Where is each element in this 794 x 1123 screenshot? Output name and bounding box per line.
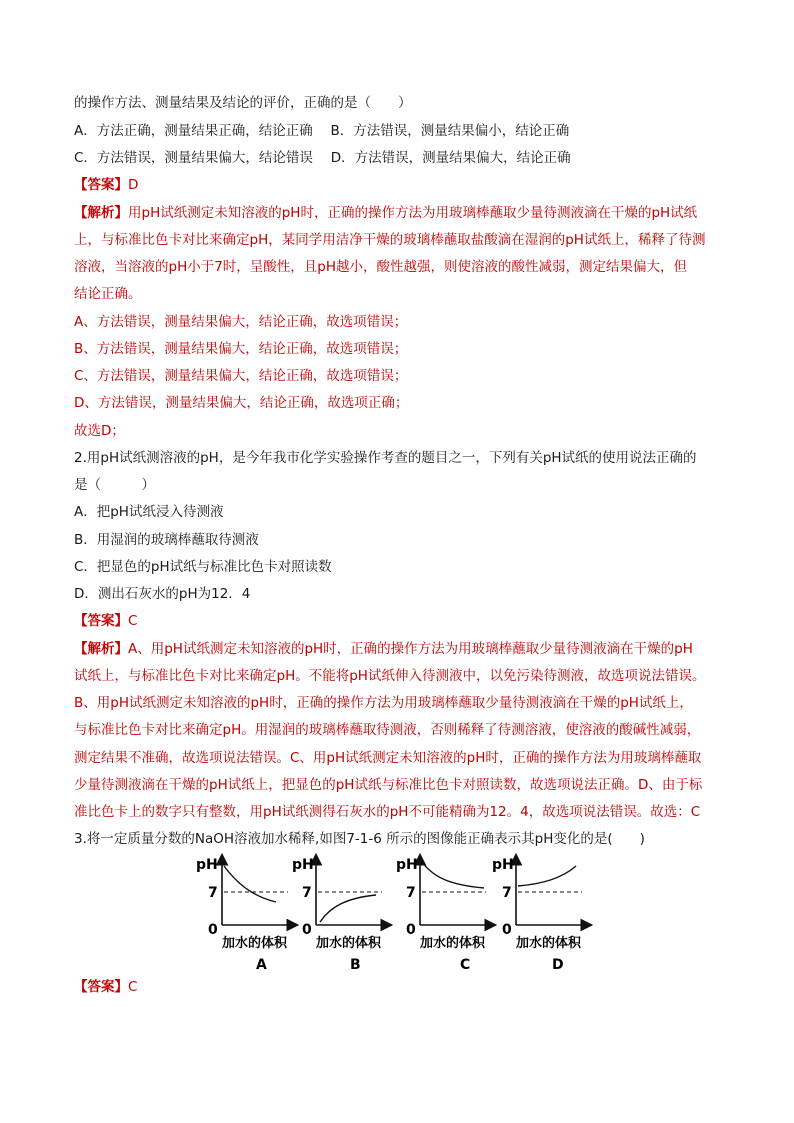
- analysis-1-option-a: A、方法错误，测量结果偏大，结论正确，故选项错误；: [74, 314, 408, 330]
- analysis-2-line-4: 与标准比色卡对比来确定pH。用湿润的玻璃棒蘸取待测液，否则稀释了待测溶液，使溶液的酸碱性减弱，: [74, 722, 701, 738]
- analysis-2-line-6: 少量待测液滴在干燥的pH试纸上，把显色的pH试纸与标准比色卡对照读数，故选项说法正确。D、由于标: [74, 777, 703, 793]
- graph-c-zero: 0: [406, 922, 416, 938]
- analysis-1-line-4: 结论正确。: [74, 286, 142, 302]
- question-2-option-d: D．测出石灰水的pH为12．4: [74, 586, 251, 602]
- analysis-1-line-2: 上，与标准比色卡对比来确定pH，某同学用洁净干燥的玻璃棒蘸取盐酸滴在湿润的pH试纸上，稀释了待测: [74, 232, 706, 248]
- answer-tag: 【答案】: [74, 177, 128, 193]
- answer-2: [74, 611, 137, 631]
- graph-d-letter: D: [552, 957, 564, 973]
- graph-a-seven: 7: [208, 885, 218, 901]
- question-2-stem-tail: 是（ ）: [74, 477, 155, 493]
- answer-value: C: [128, 979, 138, 995]
- analysis-1-option-c: C、方法错误，测量结果偏大，结论正确，故选项错误；: [74, 368, 408, 384]
- analysis-1-line-1: 【解析】用pH试纸测定未知溶液的pH时，正确的操作方法为用玻璃棒蘸取少量待测液滴在干燥的pH试纸: [74, 205, 698, 221]
- graph-d-xlabel: 加水的体积: [516, 936, 582, 951]
- analysis-2-line-2: 试纸上，与标准比色卡对比来确定pH。不能将pH试纸伸入待测液中，以免污染待测液，故选项说法错误。: [74, 668, 706, 684]
- question-1-options-ab: A．方法正确，测量结果正确，结论正确 B．方法错误，测量结果偏小，结论正确: [74, 123, 570, 139]
- graph-b-zero: 0: [302, 922, 312, 938]
- graph-c-seven: 7: [406, 885, 416, 901]
- question-2-option-c: C．把显色的pH试纸与标准比色卡对照读数: [74, 559, 332, 575]
- ph-graph-options: [196, 852, 616, 977]
- question-3-stem: 3.将一定质量分数的NaOH溶液加水稀释,如图7-1-6 所示的图像能正确表示其pH变化的是( ): [74, 831, 645, 847]
- answer-value: C: [128, 613, 138, 629]
- graph-a: [196, 856, 296, 973]
- graph-b-letter: B: [350, 957, 361, 973]
- analysis-1-line-3: 溶液，当溶液的pH小于7时，呈酸性，且pH越小，酸性越强，则使溶液的酸性减弱，测定结果偏大，但: [74, 259, 688, 275]
- graph-b: [292, 856, 390, 973]
- analysis-2-line-5: 测定结果不准确，故选项说法错误。C、用pH试纸测定未知溶液的pH时，正确的操作方法为用玻璃棒蘸取: [74, 750, 702, 766]
- analysis-1-option-d: D、方法错误，测量结果偏大，结论正确，故选项正确；: [74, 395, 409, 411]
- graph-c: [396, 856, 494, 973]
- analysis-tag: 【解析】: [74, 641, 128, 657]
- question-1-stem-tail: 的操作方法、测量结果及结论的评价，正确的是（ ）: [74, 95, 412, 111]
- graph-a-ylabel: pH: [196, 857, 218, 873]
- graph-d-zero: 0: [502, 922, 512, 938]
- answer-1: [74, 175, 138, 195]
- analysis-1-option-b: B、方法错误，测量结果偏大，结论正确，故选项错误；: [74, 341, 408, 357]
- question-2-option-a: A．把pH试纸浸入待测液: [74, 504, 224, 520]
- graph-d-curve: [518, 866, 576, 886]
- graph-d-seven: 7: [502, 885, 512, 901]
- graph-a-xlabel: 加水的体积: [222, 936, 288, 951]
- graph-a-curve: [224, 866, 276, 902]
- graph-c-curve: [422, 862, 484, 888]
- answer-tag: 【答案】: [74, 613, 128, 629]
- analysis-1-conclusion: 故选D；: [74, 423, 125, 439]
- question-1-options-cd: C．方法错误，测量结果偏大，结论错误 D．方法错误，测量结果偏大，结论正确: [74, 150, 571, 166]
- analysis-2-line-1: 【解析】A、用pH试纸测定未知溶液的pH时，正确的操作方法为用玻璃棒蘸取少量待测液滴在干燥的pH: [74, 641, 693, 657]
- answer-value: D: [128, 177, 139, 193]
- answer-tag: 【答案】: [74, 979, 128, 995]
- graph-b-xlabel: 加水的体积: [316, 936, 382, 951]
- graph-d-ylabel: pH: [492, 857, 514, 873]
- ph-graphs-figure: [196, 852, 616, 977]
- analysis-2-line-7: 准比色卡上的数字只有整数，用pH试纸测得石灰水的pH不可能精确为12。4，故选项说法错误。故选：C: [74, 804, 701, 820]
- answer-3: [74, 977, 137, 997]
- question-2-option-b: B．用湿润的玻璃棒蘸取待测液: [74, 532, 259, 548]
- graph-b-seven: 7: [302, 885, 312, 901]
- graph-c-ylabel: pH: [396, 857, 418, 873]
- question-2-stem: 2.用pH试纸测溶液的pH，是今年我市化学实验操作考查的题目之一，下列有关pH试纸的使用说法正确的: [74, 450, 697, 466]
- analysis-2-line-3: B、用pH试纸测定未知溶液的pH时，正确的操作方法为用玻璃棒蘸取少量待测液滴在干燥的pH试纸上，: [74, 695, 693, 711]
- graph-b-curve: [320, 895, 376, 922]
- graph-a-letter: A: [256, 957, 267, 973]
- graph-b-ylabel: pH: [292, 857, 314, 873]
- graph-c-letter: C: [460, 957, 471, 973]
- graph-d: [492, 856, 590, 973]
- analysis-tag: 【解析】: [74, 205, 128, 221]
- graph-a-zero: 0: [208, 922, 218, 938]
- graph-c-xlabel: 加水的体积: [420, 936, 486, 951]
